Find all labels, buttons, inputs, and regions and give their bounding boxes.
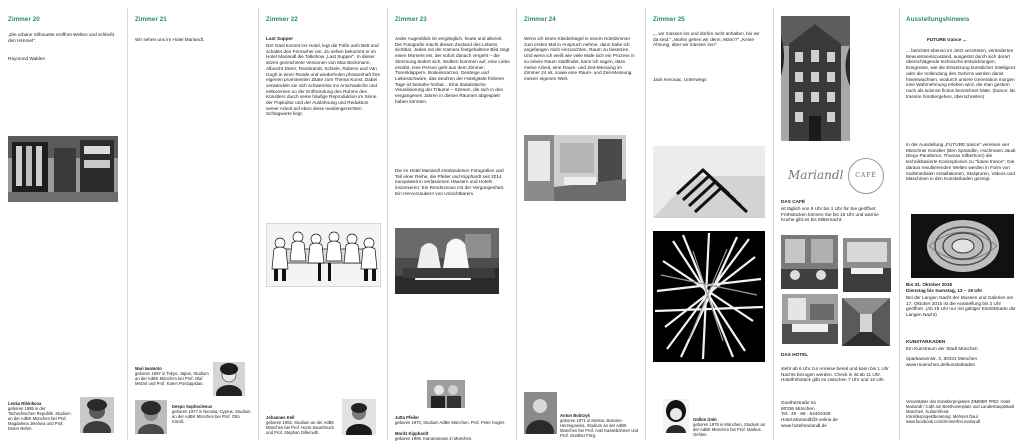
hotel-room-photo [843, 238, 891, 292]
artwork-ghosts-photo [395, 228, 499, 294]
artist-bio: geboren 1987 in Tokyo, Japan, Studium an der AdBK München bei Prof. Olaf Metzel und Prof. Karen Pontoppidan. [135, 371, 209, 386]
panel-title: Ausstellungshinweis [906, 16, 970, 23]
quote-author: Raymond Walden [8, 56, 46, 61]
panel-title: Zimmer 22 [266, 16, 298, 23]
hotel-logo: Mariandl [788, 168, 844, 182]
exhibition-dates: Bis 31. Oktober 2015 Dienstag bis Samstag, 13 – 19 Uhr [906, 282, 983, 293]
artist-bio: geboren 1971 in Mostar, Bosnien-Herzegowina, Studium an der AdBK München bei Prof. Axel Kasseböhmer und Prof. Günther Förg. [560, 418, 639, 438]
quote-author: Jack Kerouac, Unterwegs [653, 77, 707, 82]
artist-info [266, 410, 336, 435]
artist-info [693, 412, 767, 437]
exhibition-text: ... berichtet ebenso im Jetzt verorteten, veränderten Bewusstseinszustand, ausgelöst durch sich derart überschlagende technische Entwicklungen, Ereignisse, wie die Einsetzung künstlicher Intelligenz oder die Vollendung des Gehirns werden damit hineinwachsen, wodurch unsere Generation morgen eine Wahrnehmung erleben wird, die man gestern noch als science fiction bezeichnet hätte. (trance: lat. transire hinübergehen, überschreiten) [906, 48, 1016, 99]
artist-info [395, 410, 507, 425]
exhibition-hours-note: Bei der Langen Nacht der Museen und Galerien am 17. Oktober 2015 ist die Ausstellung bis 2 Uhr geöffnet. (Ab 19 Uhr nur mit gültiger Eintrittskarte der Langen Nacht) [906, 295, 1016, 318]
venue-name: KUNSTARKADEN [906, 339, 946, 344]
cafe-interior-photo [781, 235, 838, 289]
venue-address[interactable]: Sparkassenstr. 3, 80331 München www.muenchen.de/kunstarkaden [906, 356, 978, 367]
artist-name: Lenka Ribinkova [8, 401, 42, 406]
artist-bio: geboren 1978 in München, Studium an der AdBK München bei Prof. Markus Oehlen. [693, 422, 766, 437]
body-text: Wenn ich einen Kleiderbügel in einem Hotelzimmer zum ersten Mal in Anspruch nehme, dann habe ich angefangen mich einzurichten, Raum zu besetzen. Und wenn ich weiß wie viele Male sich ein Prozess in so einem Raum stattfindet, kann ich sagen, dass meine Arbeit, eine Raum- und Zeit-Messung im Zimmer 24 ist, sowie eine Raum- und Zeit-Messung meiner eigenen Welt. [524, 36, 635, 81]
quote: „Die urbane Silhouette eröffnet Welten und schließt den Himmel". [8, 32, 115, 43]
exhibition-title: FUTURE trance ... [927, 37, 967, 42]
artist-name: Mari Iwamoto [135, 366, 162, 371]
artist-bio: geboren 1982, Studium an der AdBK München bei Prof. Horst Sauerbruch und Prof. Stephan Dillemuth. [266, 420, 335, 435]
artwork-sphere-photo [911, 214, 1014, 278]
artwork-hanger-installation [653, 231, 765, 362]
artist-portrait [524, 392, 557, 434]
footer-credits: Veranstalter des Künstlerprojektes ZIMMER FREI: Hotel Mariandl / Café am Beethovenplatz und Landeshauptstadt München, Kulturreferat Künstlerprojektberatung: Mehmet Daul www.facebook.com/zimmerfrei.mariandl [906, 399, 1015, 424]
cafe-heading: DAS CAFÉ [781, 199, 805, 204]
panel-title: Zimmer 20 [8, 16, 40, 23]
panel-title: Zimmer 24 [524, 16, 556, 23]
artist-portrait [213, 362, 245, 396]
artist-name: Despo Sophocleous [172, 404, 213, 409]
body-text: Die im Hotel Mariandl entstandenen Fotografien und Teil einer Reihe, die Pfeiler und Kipphardt seit 2014 europaweit in verlassenen Häusern und Hotels inszenieren: Ein Rendezvous mit der Vergangenheit. Ein Hervorzaubern von Unsichtbarem. [395, 168, 505, 196]
artist-info [172, 399, 252, 424]
artist-portrait [427, 380, 465, 408]
panel-title: Zimmer 21 [135, 16, 167, 23]
artist-bio: geboren 1969, Kameramann in München. [395, 436, 473, 441]
panel-title: Zimmer 25 [653, 16, 685, 23]
artist-name: Jutta Pfeiler [395, 415, 419, 420]
hotel-room-photo [782, 294, 838, 344]
hotel-building-photo [781, 16, 850, 141]
artist-portrait [663, 399, 689, 433]
cafe-logo: CAFÉ [848, 158, 884, 194]
artist-bio: geboren 1970, Studium AdBK München, Prof. Peter Kogler. [395, 420, 506, 425]
hotel-text: steht ab 6 Uhr zur Anreise bereit und kann bis 1 Uhr Nachts bezogen werden. Check in ist ab 11 Uhr. Hotelfrühstück gibt es zwischen 7 Uhr und 10 Uhr. [781, 366, 889, 383]
venue-subtitle: Ein Kunstraum der Stadt München [906, 346, 978, 351]
artist-portrait [342, 399, 376, 435]
artist-info [135, 361, 209, 386]
artist-info [395, 426, 507, 441]
body-text: Der Gast kommt ins Hotel, legt die Füße aufs Bett und schaltet den Fernseher ein. Zu sehen bekommt er im Hotel Mariandl die Talkshow „Last Supper". In dieser sitzen gezeichnete Versionen von Max Beckmann, Albrecht Dürer, Rembrandt, Schiele, Rubens und Van Gogh in einer Runde und wiederholen phrasenhaft ihre eigenen prominenten Zitate zum Thema Kunst. Dabei verwandeln sie sich schwerelos ins Anschauliche und entkommen so der Entfremdung des Ruhms des Künstlers durch seine häufige Reproduktion im Sinne der Popkultur und der Auslöhnung und Reduktion seiner Arbeit auf eben diese mediengerechten Schlagworte liegt. [266, 43, 381, 117]
quote: „...wir müssen los und dürfen nicht anhalten, bis wir da sind." „Wohin gehen wir denn, Mann?" „Keine Ahnung, aber wir müssen los!" [653, 31, 760, 48]
exhibition-text: In der Ausstellung „FUTURE trance" vereinen vier Münchner Künstler (Ben Sprandlin, Hochmann Jaudi, Diego Paraltonor, Thomas Silberhorn) die technikbasierte Konzeptionen zu "future trance". Die daraus resultierenden Welten werden in Form von multimedialen Installationen, Skulpturen, Videos und Maschinen in den Kunstarkaden gezeigt. [906, 142, 1017, 182]
artist-bio: geboren 1985 in der Tschechischen Republik. Studium an der AdBK München bei Prof. Magdalena Jetelova und Prof. Dieter Rehm. [8, 406, 71, 431]
hotel-heading: DAS HOTEL [781, 352, 809, 357]
hotel-hallway-photo [842, 298, 890, 346]
artist-name: Gülbin Ünlü [693, 417, 717, 422]
artwork-hanger-shadows [653, 146, 765, 218]
quote: Wir sehen uns im Hotel Mariandl. [135, 37, 205, 42]
artwork-last-supper [266, 223, 381, 287]
section-heading: Last Supper [266, 36, 294, 41]
artwork-hotel-room [524, 135, 626, 201]
artist-portrait [80, 397, 114, 433]
artist-portrait [135, 400, 167, 434]
artist-name: Moritz Kipphardt [395, 431, 429, 436]
artist-name: Anton Bobrzyk [560, 413, 590, 418]
cafe-text: ist täglich von 9 Uhr bis 1 Uhr für Sie geöffnet. Frühstücken können Sie bis 16 Uhr und warme Küche gibt es bis Mitternacht. [781, 206, 879, 223]
hotel-address[interactable]: Goethestraße 51 80336 München Tel.: 49 · 89 · 54404348 Hotel.Mariandl@t-online.de www.hotelmariandl.de [781, 400, 838, 428]
artist-info [560, 408, 640, 438]
artist-bio: geboren 1977 in Nicosia, Cyprus, Studium an der AdBK München bei Prof. Otto Künzli. [172, 409, 251, 424]
body-text: Jeder Augenblick ist vergänglich, heute und allezeit. Die Fotografie macht diesen Zustand des Lebens sichtbar. Jedes mit der Kamera festgehaltene Bild zeigt einen Moment ein, der sofort danach vergeht – die Stimmung ändert sich, Wolken kommen auf, eine Liebe erstirbt, eine Person geht aus dem Zimmer, Türenklappern, Bodenknarzen, Gesänge und Liebesschwüre, das Seufzen der Hotelgäste früherer Tage ist beinahe hörbar... Eine dadaistische Visualisierung der Träume – Szenen, die sich in den vergangenen Jahren in diesen Räumen abgespielt haben könnten. [395, 36, 510, 104]
artist-info [8, 396, 74, 431]
artist-name: Johannes Kell [266, 415, 295, 420]
panel-title: Zimmer 23 [395, 16, 427, 23]
room-photo-silhouette [8, 136, 118, 202]
